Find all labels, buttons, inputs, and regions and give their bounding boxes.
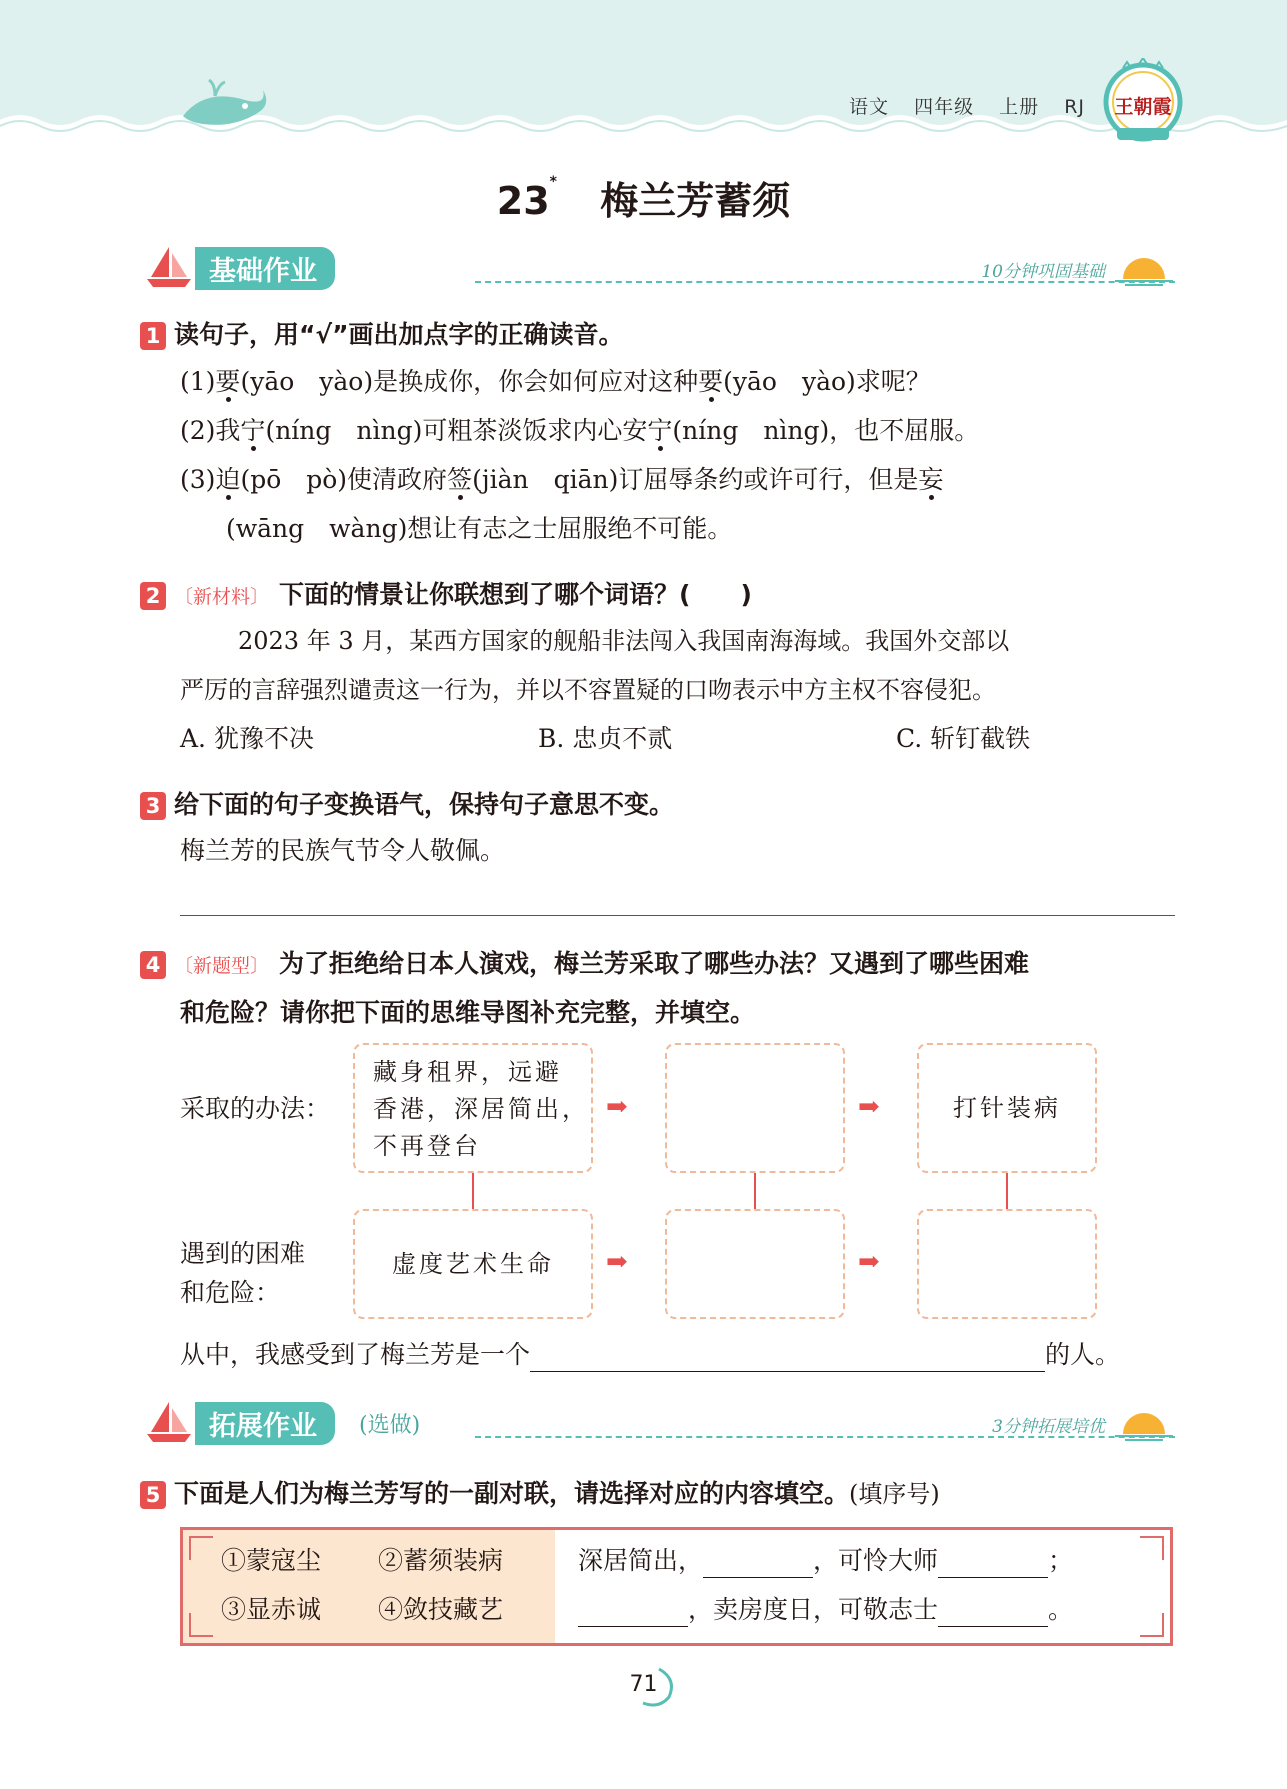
question-2-tag: 〔新材料〕 (174, 586, 270, 608)
q1-s2-prefix: (2)我 (180, 416, 241, 445)
question-4-number: 4 (140, 951, 166, 979)
q3-sentence: 梅兰芳的民族气节令人敬佩。 (180, 836, 506, 865)
section-extension-header (145, 1400, 1175, 1444)
q2-options (180, 722, 1030, 756)
mindmap-box-4: 虚度艺术生命 (353, 1209, 593, 1319)
lesson-name: 梅兰芳蓄须 (600, 179, 791, 223)
mindmap-box-3: 打针装病 (917, 1043, 1097, 1173)
q1-s3-prefix: (3) (180, 465, 216, 494)
mindmap-row2-label-1: 遇到的困难 (180, 1239, 306, 1268)
question-2-number: 2 (140, 582, 166, 610)
q1-sentence-3-continued: (wāng wàng)想让有志之士屈服绝不可能。 (226, 514, 733, 543)
sunset-icon (1113, 253, 1175, 287)
q1-s2-options-1: (níng nìng)可粗茶淡饭求内心安 (265, 416, 648, 445)
brand-name: 王朝霞 (1114, 96, 1172, 118)
choice-2: ②蓄须装病 (378, 1546, 504, 1575)
q1-s3-options-2: (jiàn qiān)订屈辱条约或许可行，但是 (472, 465, 919, 494)
question-2-stem: 下面的情景让你联想到了哪个词语？( ) (279, 580, 752, 609)
page-number-text: 71 (629, 1672, 658, 1697)
q1-s1-options-1: (yāo yào)是换成你，你会如何应对这种 (240, 367, 699, 396)
question-4 (140, 944, 1029, 980)
section-extension-optional: (选做) (359, 1413, 421, 1438)
q4-conclusion-suffix: 的人。 (1045, 1340, 1121, 1369)
question-2 (140, 575, 752, 611)
couplet-line-1 (578, 1544, 1073, 1578)
question-5-stem: 下面是人们为梅兰芳写的一副对联，请选择对应的内容填空。 (174, 1479, 850, 1508)
corner-ornament (1140, 1536, 1164, 1560)
question-4-tag: 〔新题型〕 (174, 955, 270, 977)
mindmap-row2-label-2: 和危险： (180, 1278, 281, 1307)
arrow-right-icon: ➡ (858, 1247, 880, 1277)
q2-passage-line-2: 严厉的言辞强烈谴责这一行为，并以不容置疑的口吻表示中方主权不容侵犯。 (180, 676, 996, 704)
couplet-choices-row-1 (221, 1544, 503, 1578)
q1-sentence-2 (180, 414, 979, 448)
couplet-line-2 (578, 1593, 1073, 1627)
q2-passage-line-1: 2023 年 3 月，某西方国家的舰船非法闯入我国南海海域。我国外交部以 (238, 627, 1010, 655)
volume-tag: 上册 (999, 96, 1040, 118)
section-extension-tag: 3分钟拓展培优 (992, 1417, 1105, 1437)
question-3 (140, 785, 674, 821)
page-number-swirl-icon (629, 1665, 679, 1709)
header-tags (831, 92, 1085, 119)
section-extension-label: 拓展作业 (195, 1402, 335, 1445)
connector-line-3 (1006, 1173, 1008, 1209)
q1-s1-dotted-2: 要 (698, 367, 724, 396)
q1-s2-options-2: (níng nìng)，也不屈服。 (672, 416, 980, 445)
lesson-title (0, 170, 1287, 225)
mindmap-box-1 (353, 1043, 593, 1173)
connector-line-2 (754, 1173, 756, 1209)
arrow-right-icon: ➡ (858, 1092, 880, 1122)
mindmap-box-5-blank[interactable] (665, 1209, 845, 1319)
couplet-blank-2[interactable] (938, 1549, 1048, 1578)
question-3-number: 3 (140, 792, 166, 820)
couplet-choices-row-2 (221, 1593, 503, 1627)
question-5-note: (填序号) (849, 1480, 940, 1508)
mindmap-box-1-line-1: 藏身租界，远避 (373, 1058, 562, 1086)
question-3-stem: 给下面的句子变换语气，保持句子意思不变。 (174, 790, 675, 819)
choice-1: ①蒙寇尘 (221, 1546, 322, 1575)
q1-s3-dotted-2: 签 (447, 465, 473, 494)
couplet-blank-1[interactable] (703, 1549, 813, 1578)
couplet-line-1-part-c: ； (1048, 1546, 1074, 1575)
arrow-right-icon: ➡ (606, 1092, 628, 1122)
q4-conclusion-blank[interactable] (530, 1341, 1045, 1372)
section-basic-header (145, 245, 1175, 289)
whale-icon (175, 78, 275, 130)
question-4-stem-line-2: 和危险？请你把下面的思维导图补充完整，并填空。 (180, 998, 756, 1027)
edition-tag: RJ (1064, 96, 1085, 118)
question-5 (140, 1474, 940, 1510)
q1-sentence-3 (180, 463, 1175, 497)
mindmap-row1-label: 采取的办法： (180, 1094, 331, 1123)
sunset-icon (1113, 1408, 1175, 1442)
question-1 (140, 315, 624, 351)
q1-s1-dotted-1: 要 (215, 367, 241, 396)
q4-conclusion-prefix: 从中，我感受到了梅兰芳是一个 (180, 1340, 531, 1369)
q1-s3-dotted-3: 妄 (918, 465, 944, 494)
mindmap-box-1-line-3: 不再登台 (373, 1132, 481, 1160)
couplet-blank-4[interactable] (938, 1598, 1048, 1627)
couplet-box (180, 1527, 1173, 1646)
question-5-number: 5 (140, 1481, 166, 1509)
q1-s3-dotted-1: 迫 (215, 465, 241, 494)
couplet-blank-3[interactable] (578, 1598, 688, 1627)
q3-answer-line[interactable] (180, 915, 1175, 916)
corner-ornament (189, 1536, 213, 1560)
grade-tag: 四年级 (914, 96, 975, 118)
arrow-right-icon: ➡ (606, 1247, 628, 1277)
question-4-stem-line-1: 为了拒绝给日本人演戏，梅兰芳采取了哪些办法？又遇到了哪些困难 (279, 949, 1030, 978)
subject-tag: 语文 (849, 96, 890, 118)
couplet-line-1-part-a: 深居简出， (578, 1546, 704, 1575)
sailboat-icon (145, 1400, 195, 1444)
q1-s1-options-2: (yāo yào)求呢？ (723, 367, 931, 396)
q1-s2-dotted-2: 宁 (647, 416, 673, 445)
section-basic-tag: 10分钟巩固基础 (981, 262, 1105, 282)
choice-3: ③显赤诚 (221, 1595, 322, 1624)
couplet-line-2-part-a: ，卖房度日，可敬志士 (688, 1595, 939, 1624)
connector-line-1 (472, 1173, 474, 1209)
q1-s1-prefix: (1) (180, 367, 216, 396)
q2-option-b[interactable]: B. 忠贞不贰 (538, 724, 673, 753)
mindmap-box-6-blank[interactable] (917, 1209, 1097, 1319)
couplet-line-2-part-b: 。 (1048, 1595, 1074, 1624)
corner-ornament (1140, 1613, 1164, 1637)
q2-option-c[interactable]: C. 斩钉截铁 (896, 724, 1031, 753)
corner-ornament (189, 1613, 213, 1637)
mindmap-box-2-blank[interactable] (665, 1043, 845, 1173)
mindmap-box-1-line-2: 香港，深居简出， (373, 1095, 589, 1123)
question-1-stem: 读句子，用“√”画出加点字的正确读音。 (174, 320, 624, 349)
q4-conclusion (180, 1338, 1120, 1372)
q1-sentence-1 (180, 365, 931, 399)
sailboat-icon (145, 245, 195, 289)
q1-s2-dotted-1: 宁 (240, 416, 266, 445)
q1-s3-options-1: (pō pò)使清政府 (240, 465, 448, 494)
question-1-number: 1 (140, 322, 166, 350)
q2-option-a[interactable]: A. 犹豫不决 (180, 724, 314, 753)
section-basic-label: 基础作业 (195, 247, 335, 290)
lesson-star: * (549, 174, 557, 190)
choice-4: ④敛技藏艺 (378, 1595, 504, 1624)
couplet-line-1-part-b: ，可怜大师 (813, 1546, 939, 1575)
lesson-number: 23 (496, 179, 550, 223)
